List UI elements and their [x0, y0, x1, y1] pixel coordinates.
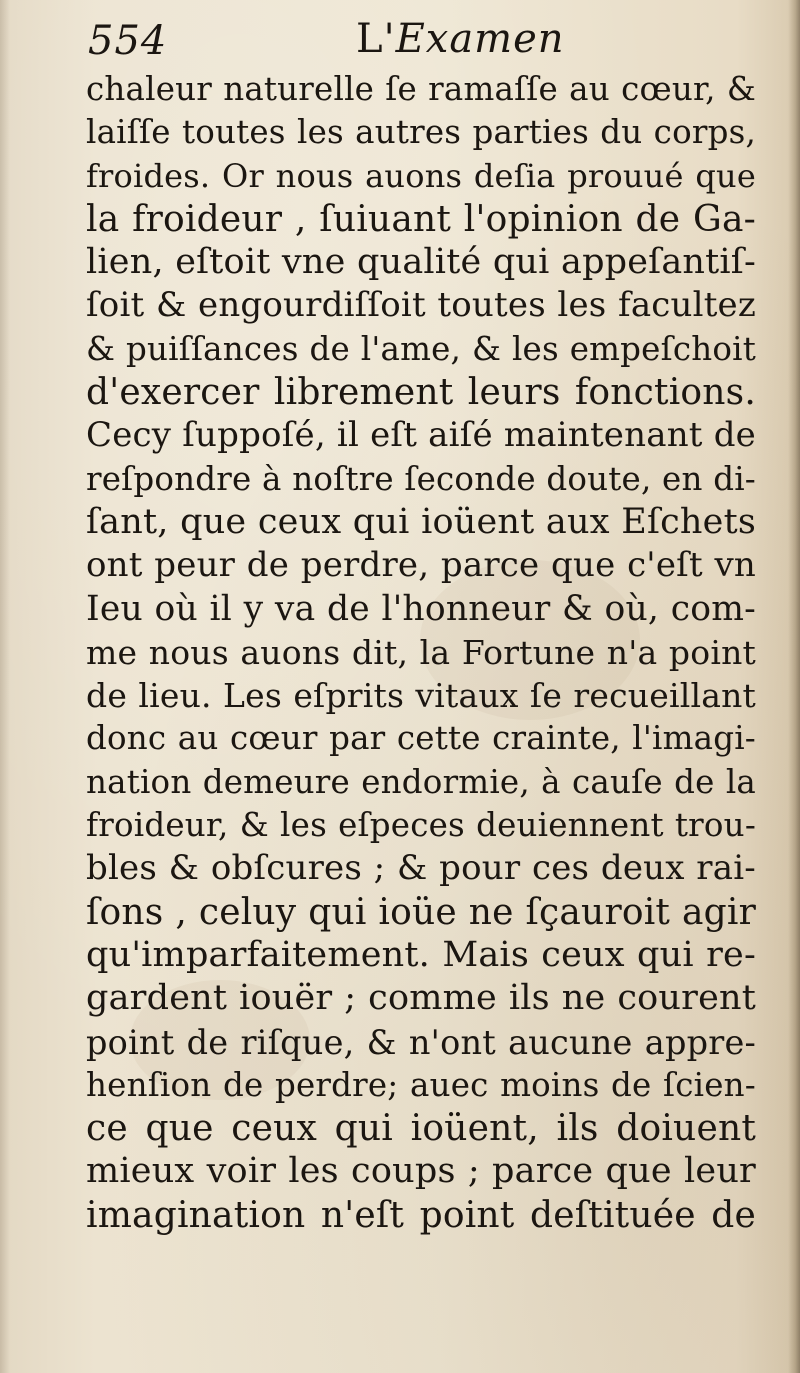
running-title-prefix: L' — [356, 16, 396, 62]
text-line: gardent iouër ; comme ils ne courent — [86, 978, 756, 1019]
text-line: imagination n'eſt point deſtituée de — [86, 1194, 756, 1236]
text-line: donc au cœur par cette crainte, l'imagi- — [86, 719, 756, 758]
running-title — [356, 16, 565, 62]
body-text — [86, 68, 756, 1237]
text-line: d'exercer librement leurs fonctions. — [86, 372, 756, 414]
text-line: henſion de perdre; auec moins de ſcien- — [86, 1065, 756, 1104]
page-gutter-shadow — [0, 0, 10, 1373]
text-line: bles & obſcures ; & pour ces deux rai- — [86, 848, 756, 889]
text-line: chaleur naturelle ſe ramaſſe au cœur, & — [86, 70, 756, 108]
text-line: ont peur de perdre, parce que c'eſt vn — [86, 545, 756, 586]
text-line: me nous auons dit, la Fortune n'a point — [86, 632, 756, 672]
text-line: la froideur , ſuiuant l'opinion de Ga- — [86, 198, 756, 240]
text-line: ſoit & engourdiſſoit toutes les facultez — [86, 285, 756, 326]
text-line: & puiſſances de l'ame, & les empeſchoit — [86, 329, 756, 368]
text-line: ſons , celuy qui ioüe ne ſçauroit agir — [86, 891, 756, 933]
text-line: Ieu où il y va de l'honneur & où, com- — [86, 588, 756, 629]
text-line: froideur, & les eſpeces deuiennent trou- — [86, 806, 756, 845]
page-number: 554 — [88, 18, 168, 64]
text-line: ſant, que ceux qui ioüent aux Eſchets — [86, 501, 756, 542]
text-line: froides. Or nous auons deſia prouué que — [86, 156, 756, 195]
text-line: qu'imparfaitement. Mais ceux qui re- — [86, 934, 756, 975]
text-line: nation demeure endormie, à cauſe de la — [86, 762, 756, 801]
text-line: ce que ceux qui ioüent, ils doiuent — [86, 1108, 756, 1150]
text-line: laiſſe toutes les autres parties du corps, — [86, 113, 756, 152]
running-title-main: Examen — [395, 16, 565, 62]
running-header — [88, 12, 748, 70]
text-line: point de riſque, & n'ont aucune appre- — [86, 1022, 756, 1062]
text-line: Cecy ſuppoſé, il eſt aiſé maintenant de — [86, 415, 756, 456]
text-line: lien, eſtoit vne qualité qui appeſantiſ- — [86, 242, 756, 283]
text-line: mieux voir les coups ; parce que leur — [86, 1151, 756, 1192]
text-line: reſpondre à noſtre ſeconde doute, en di- — [86, 459, 756, 498]
page-edge-shadow — [788, 0, 800, 1373]
text-line: de lieu. Les eſprits vitaux ſe recueillant — [86, 676, 756, 716]
